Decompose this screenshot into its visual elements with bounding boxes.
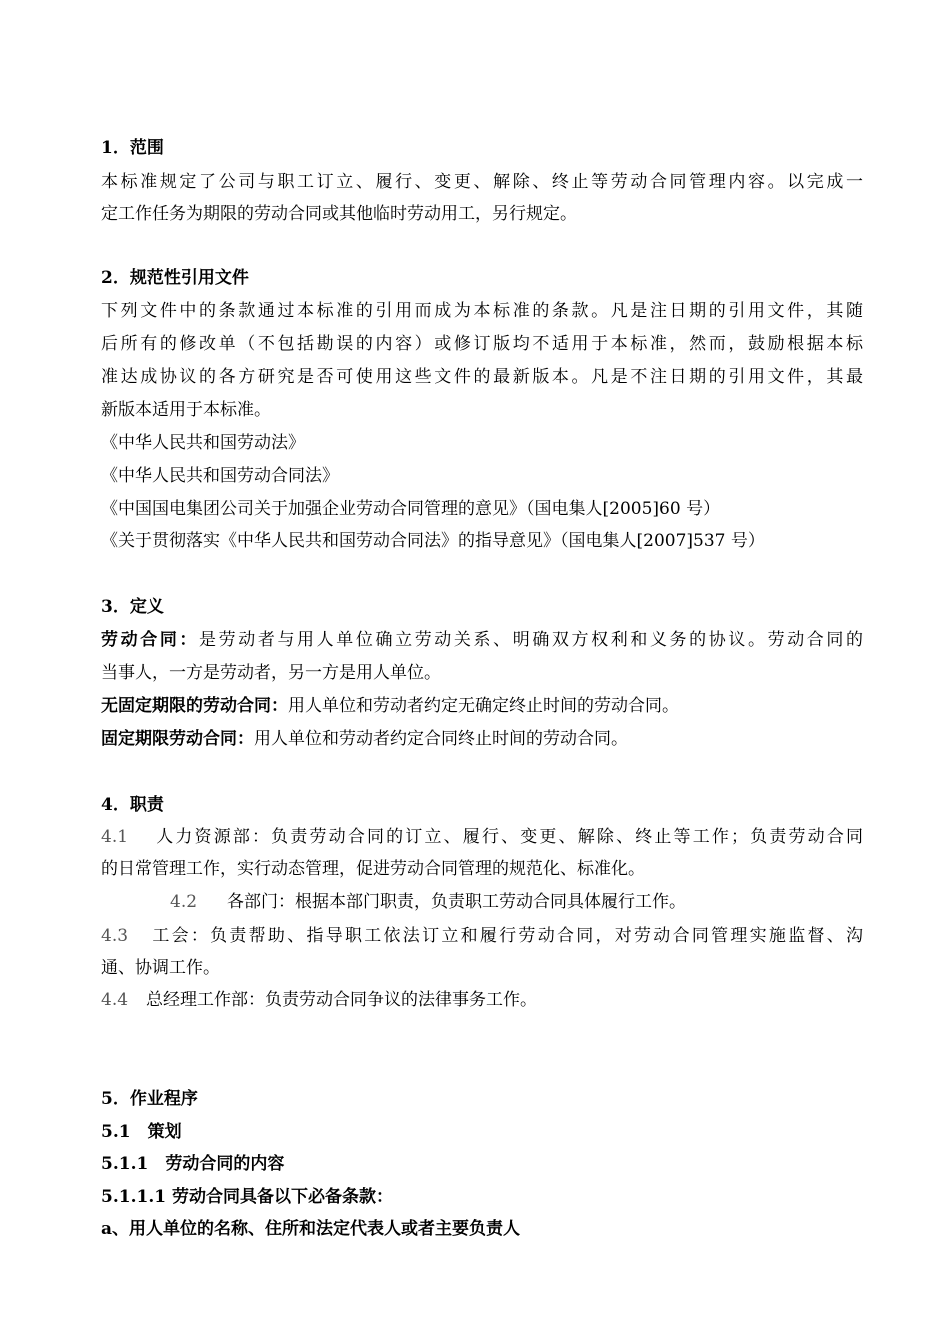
responsibility-item xyxy=(101,826,863,848)
definition-term: 劳动合同： xyxy=(101,630,200,650)
section-heading-procedure: 5．作业程序 xyxy=(101,1089,198,1109)
definition-text: 用人单位和劳动者约定合同终止时间的劳动合同。 xyxy=(254,729,628,749)
paragraph-line: 定工作任务为期限的劳动合同或其他临时劳动用工，另行规定。 xyxy=(101,204,577,224)
reference-item: 《中华人民共和国劳动法》 xyxy=(101,433,305,453)
item-text: 各部门：根据本部门职责，负责职工劳动合同具体履行工作。 xyxy=(227,892,687,912)
reference-item: 《关于贯彻落实《中华人民共和国劳动合同法》的指导意见》（国电集人[2007]537 号） xyxy=(101,531,765,551)
section-heading-references: 2．规范性引用文件 xyxy=(101,268,249,288)
definition-line: 当事人，一方是劳动者，另一方是用人单位。 xyxy=(101,663,441,683)
definition-text: 是劳动者与用人单位确立劳动关系、明确双方权利和义务的协议。劳动合同的 xyxy=(199,630,864,650)
paragraph-line: 新版本适用于本标准。 xyxy=(101,400,271,420)
item-number: 4.1 xyxy=(101,827,129,847)
list-item: a、用人单位的名称、住所和法定代表人或者主要负责人 xyxy=(101,1219,521,1239)
item-number: 4.3 xyxy=(101,926,129,946)
definition-line xyxy=(101,629,863,651)
responsibility-item xyxy=(170,891,686,913)
definition-term: 固定期限劳动合同： xyxy=(101,729,254,749)
paragraph-line: 本标准规定了公司与职工订立、履行、变更、解除、终止等劳动合同管理内容。以完成一 xyxy=(101,172,863,192)
paragraph-line: 下列文件中的条款通过本标准的引用而成为本标准的条款。凡是注日期的引用文件，其随 xyxy=(101,301,863,321)
reference-item: 《中国国电集团公司关于加强企业劳动合同管理的意见》（国电集人[2005]60 号） xyxy=(101,499,721,519)
section-heading-definitions: 3．定义 xyxy=(101,597,164,617)
item-text: 总经理工作部：负责劳动合同争议的法律事务工作。 xyxy=(146,990,538,1010)
definition-line xyxy=(101,728,628,750)
responsibility-item: 的日常管理工作，实行动态管理，促进劳动合同管理的规范化、标准化。 xyxy=(101,859,645,879)
subsection-heading: 5.1 策划 xyxy=(101,1122,182,1142)
paragraph-line: 后所有的修改单（不包括勘误的内容）或修订版均不适用于本标准，然而，鼓励根据本标 xyxy=(101,334,863,354)
item-number: 4.4 xyxy=(101,990,129,1010)
section-heading-responsibilities: 4．职责 xyxy=(101,795,164,815)
definition-text: 用人单位和劳动者约定无确定终止时间的劳动合同。 xyxy=(288,696,679,716)
item-text: 人力资源部：负责劳动合同的订立、履行、变更、解除、终止等工作；负责劳动合同 xyxy=(154,827,863,847)
paragraph-line: 准达成协议的各方研究是否可使用这些文件的最新版本。凡是不注日期的引用文件，其最 xyxy=(101,367,863,387)
subsection-heading: 5.1.1 劳动合同的内容 xyxy=(101,1154,285,1174)
responsibility-item: 通、协调工作。 xyxy=(101,958,220,978)
responsibility-item xyxy=(101,925,863,947)
definition-line xyxy=(101,695,679,717)
item-number: 4.2 xyxy=(170,892,198,912)
item-text: 工会：负责帮助、指导职工依法订立和履行劳动合同，对劳动合同管理实施监督、沟 xyxy=(150,926,863,946)
section-heading-scope: 1．范围 xyxy=(101,138,164,158)
definition-term: 无固定期限的劳动合同： xyxy=(101,696,288,716)
reference-item: 《中华人民共和国劳动合同法》 xyxy=(101,466,339,486)
subsection-heading: 5.1.1.1 劳动合同具备以下必备条款： xyxy=(101,1187,393,1207)
responsibility-item xyxy=(101,989,537,1011)
